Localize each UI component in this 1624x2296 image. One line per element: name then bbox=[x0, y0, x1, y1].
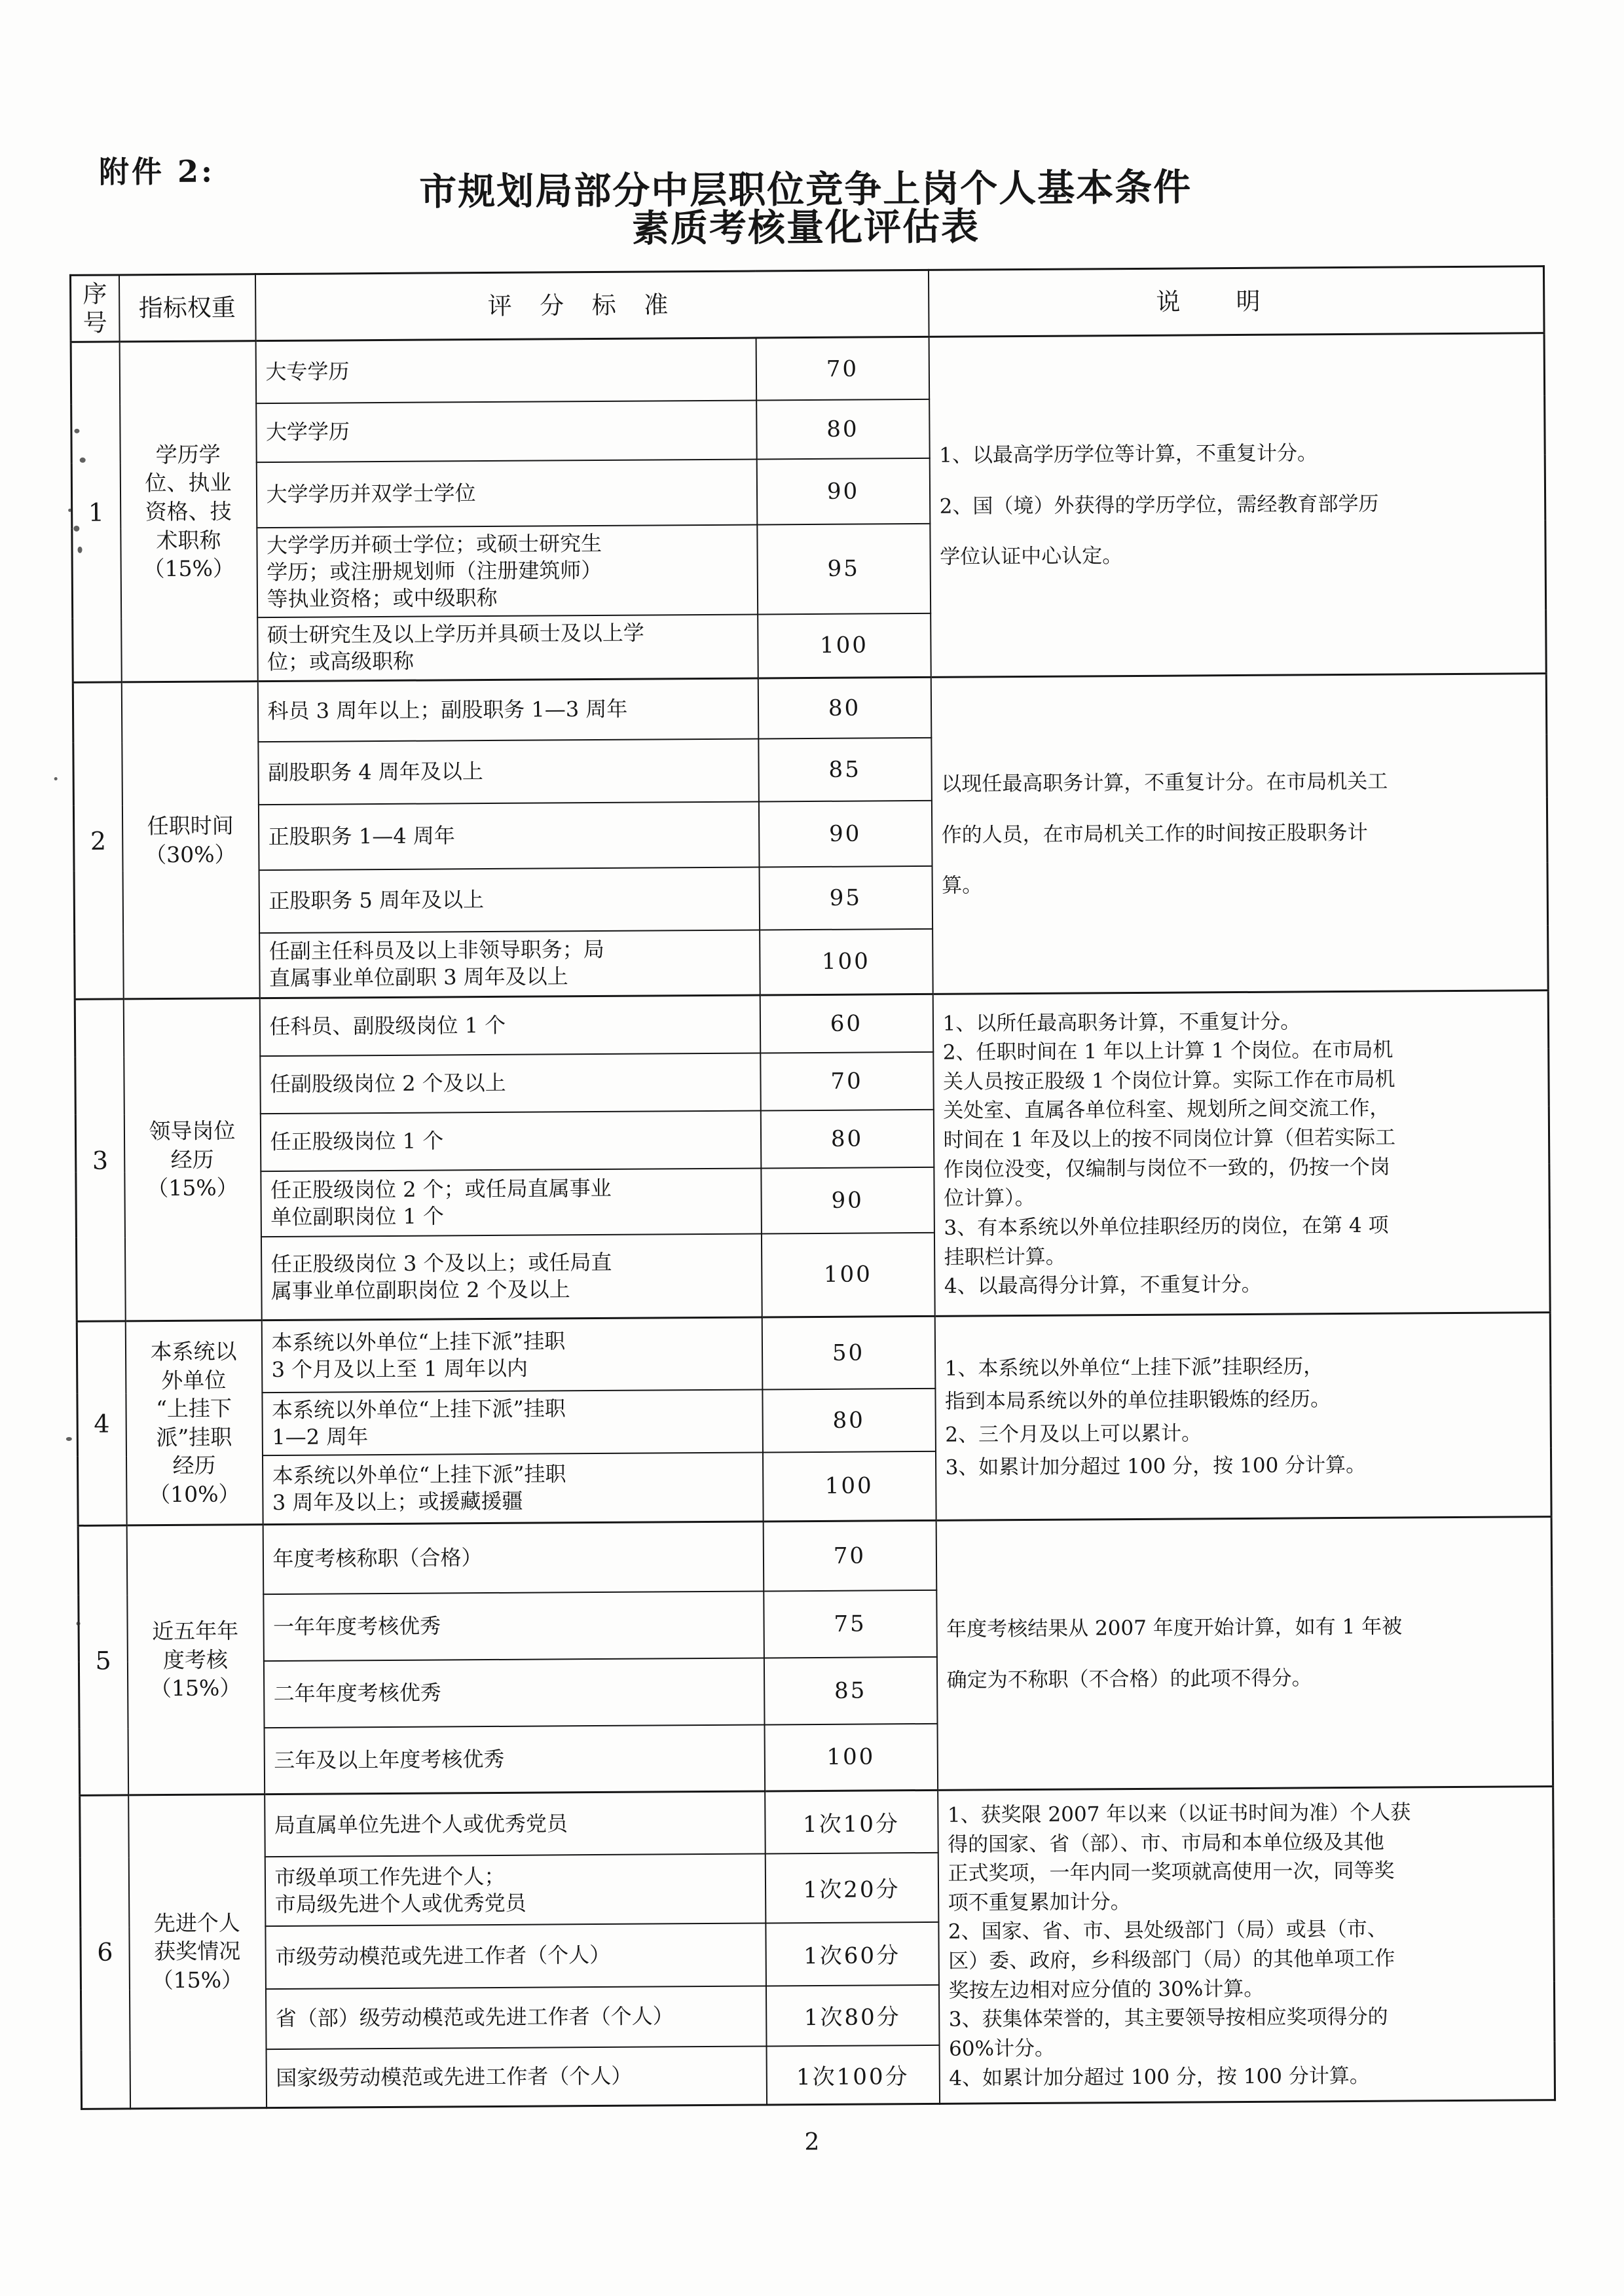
criterion-cell: 二年年度考核优秀 bbox=[263, 1658, 764, 1728]
annex-label: 附件 2: bbox=[98, 153, 215, 190]
note-cell: 1、以所任最高职务计算，不重复计分。 2、任职时间在 1 年以上计算 1 个岗位。在市局机 关人员按正股级 1 个岗位计算。实际工作在市局机 关处室、直属各单位科室、规划所之间交流工作， 时间在 1 年及以上的按不同岗位计算（但若实际工 作岗位没变，仅编制与岗位不一致的，仍按一个岗 位计算）。 3、有本系统以外单位挂职经历的岗位，在第 4 项 挂职栏计算。 4、以最高得分计算，不重复计分。 bbox=[932, 991, 1550, 1317]
criterion-cell: 大专学历 bbox=[255, 338, 756, 403]
score-cell: 90 bbox=[758, 801, 932, 867]
criterion-cell: 一年年度考核优秀 bbox=[263, 1591, 764, 1661]
score-cell: 100 bbox=[762, 1451, 936, 1522]
note-cell: 年度考核结果从 2007 年度开始计算，如有 1 年被 确定为不称职（不合格）的此项不得分。 bbox=[936, 1517, 1553, 1791]
doc-title-line2: 素质考核量化评估表 bbox=[631, 204, 980, 251]
criterion-cell: 本系统以外单位“上挂下派”挂职 3 周年及以上；或援藏援疆 bbox=[262, 1452, 763, 1525]
scan-speck bbox=[78, 547, 83, 553]
table-header-row bbox=[70, 266, 1544, 342]
scan-speck bbox=[80, 458, 86, 463]
seq-cell: 1 bbox=[71, 342, 121, 682]
criterion-cell: 国家级劳动模范或先进工作者（个人） bbox=[266, 2046, 767, 2108]
score-cell: 80 bbox=[762, 1389, 936, 1453]
criterion-cell: 市级劳动模范或先进工作者（个人） bbox=[265, 1923, 766, 1989]
score-cell: 60 bbox=[760, 994, 933, 1053]
score-cell: 1次80分 bbox=[766, 1984, 939, 2046]
page-number: 2 bbox=[804, 2129, 820, 2156]
score-cell: 100 bbox=[760, 929, 933, 996]
note-cell: 以现任最高职务计算，不重复计分。在市局机关工 作的人员，在市局机关工作的时间按正股职务计 算。 bbox=[931, 674, 1548, 994]
score-cell: 80 bbox=[756, 399, 930, 460]
score-cell: 70 bbox=[763, 1520, 936, 1591]
scan-speck bbox=[77, 1622, 81, 1626]
criterion-cell: 三年及以上年度考核优秀 bbox=[264, 1724, 765, 1795]
score-cell: 1次20分 bbox=[765, 1852, 938, 1923]
criterion-cell: 大学学历并硕士学位；或硕士研究生 学历；或注册规划师（注册建筑师） 等执业资格；或中级职称 bbox=[257, 524, 758, 617]
score-cell: 85 bbox=[764, 1656, 937, 1724]
seq-cell: 5 bbox=[78, 1525, 128, 1795]
table-row bbox=[75, 991, 1549, 1057]
seq-cell: 2 bbox=[73, 682, 123, 999]
weight-cell: 近五年年 度考核 （15%） bbox=[126, 1525, 265, 1795]
criterion-cell: 年度考核称职（合格） bbox=[263, 1522, 764, 1594]
score-cell: 80 bbox=[758, 678, 931, 739]
criterion-cell: 局直属单位先进个人或优秀党员 bbox=[265, 1791, 766, 1857]
weight-cell: 学历学 位、执业 资格、技 术职称 （15%） bbox=[119, 341, 257, 682]
criterion-cell: 任副主任科员及以上非领导职务；局 直属事业单位副职 3 周年及以上 bbox=[259, 930, 760, 998]
header-seq: 序号 bbox=[70, 275, 119, 342]
score-cell: 85 bbox=[758, 738, 932, 802]
score-cell: 80 bbox=[760, 1110, 934, 1169]
scan-speck bbox=[66, 1437, 72, 1441]
table-row bbox=[78, 1517, 1552, 1595]
table-row bbox=[71, 333, 1545, 405]
criterion-cell: 大学学历并双学士学位 bbox=[256, 459, 757, 528]
criterion-cell: 本系统以外单位“上挂下派”挂职 3 个月及以上至 1 周年以内 bbox=[261, 1317, 762, 1393]
scan-speck bbox=[54, 777, 58, 780]
criterion-cell: 副股职务 4 周年及以上 bbox=[258, 738, 759, 805]
criterion-cell: 科员 3 周年以上；副股职务 1—3 周年 bbox=[257, 678, 758, 742]
score-cell: 90 bbox=[761, 1167, 934, 1234]
seq-cell: 3 bbox=[75, 999, 125, 1321]
criterion-cell: 硕士研究生及以上学历并具硕士及以上学 位；或高级职称 bbox=[257, 614, 758, 682]
weight-cell: 先进个人 获奖情况 （15%） bbox=[128, 1795, 267, 2109]
note-cell: 1、以最高学历学位等计算，不重复计分。 2、国（境）外获得的学历学位，需经教育部学历 学位认证中心认定。 bbox=[929, 333, 1546, 678]
score-cell: 100 bbox=[764, 1723, 938, 1791]
scan-speck bbox=[74, 429, 79, 433]
header-criteria: 评分标准 bbox=[255, 270, 929, 341]
criterion-cell: 大学学历 bbox=[256, 400, 757, 462]
criterion-cell: 正股职务 5 周年及以上 bbox=[259, 867, 760, 933]
score-cell: 95 bbox=[759, 866, 932, 930]
scan-speck bbox=[73, 526, 79, 532]
criterion-cell: 任正股级岗位 1 个 bbox=[260, 1110, 761, 1171]
criterion-cell: 本系统以外单位“上挂下派”挂职 1—2 周年 bbox=[262, 1389, 763, 1455]
doc-title-line1: 市规划局部分中层职位竞争上岗个人基本条件 bbox=[419, 165, 1192, 214]
seq-cell: 4 bbox=[77, 1321, 126, 1525]
header-weight: 指标权重 bbox=[119, 274, 255, 342]
weight-cell: 任职时间 （30%） bbox=[121, 682, 259, 999]
score-cell: 50 bbox=[762, 1317, 935, 1390]
evaluation-table bbox=[69, 265, 1556, 2110]
note-cell: 1、获奖限 2007 年以来（以证书时间为准）个人获 得的国家、省（部）、市、市局和本单位级及其他 正式奖项，一年内同一奖项就高使用一次，同等奖 项不重复累加计分。 2、国家、省、市、县处级部门（局）或县（市、 区）委、政府，乡科级部门（局）的其他单项工作 奖按左边相对应分值的 30%计算。 3、获集体荣誉的，其主要领导按相应奖项得分的 60%计分。 4、如累计加分超过 100 分，按 100 分计算。 bbox=[938, 1787, 1555, 2104]
table-row bbox=[77, 1313, 1551, 1394]
score-cell: 100 bbox=[758, 613, 931, 679]
score-cell: 75 bbox=[764, 1590, 937, 1658]
page-title bbox=[69, 164, 1543, 253]
criterion-cell: 省（部）级劳动模范或先进工作者（个人） bbox=[265, 1986, 766, 2049]
score-cell: 90 bbox=[756, 458, 930, 525]
score-cell: 1次10分 bbox=[765, 1790, 938, 1853]
criterion-cell: 任正股级岗位 3 个及以上；或任局直 属事业单位副职岗位 2 个及以上 bbox=[261, 1233, 762, 1321]
score-cell: 100 bbox=[761, 1233, 934, 1318]
note-cell: 1、本系统以外单位“上挂下派”挂职经历， 指到本局系统以外的单位挂职锻炼的经历。 2、三个月及以上可以累计。 3、如累计加分超过 100 分，按 100 分计算。 bbox=[934, 1313, 1551, 1521]
score-cell: 70 bbox=[760, 1052, 934, 1111]
score-cell: 95 bbox=[757, 524, 931, 614]
score-cell: 70 bbox=[756, 337, 929, 401]
criterion-cell: 正股职务 1—4 周年 bbox=[258, 801, 759, 870]
score-cell: 1次100分 bbox=[766, 2045, 940, 2105]
weight-cell: 领导岗位 经历 （15%） bbox=[123, 998, 261, 1321]
criterion-cell: 任科员、副股级岗位 1 个 bbox=[259, 995, 760, 1056]
weight-cell: 本系统以 外单位 “上挂下 派”挂职 经历 （10%） bbox=[125, 1321, 263, 1525]
criterion-cell: 市级单项工作先进个人； 市局级先进个人或优秀党员 bbox=[265, 1853, 766, 1926]
table-row bbox=[73, 674, 1547, 743]
score-cell: 1次60分 bbox=[766, 1922, 939, 1986]
criterion-cell: 任正股级岗位 2 个；或任局直属事业 单位副职岗位 1 个 bbox=[261, 1168, 762, 1237]
criterion-cell: 任副股级岗位 2 个及以上 bbox=[260, 1053, 761, 1114]
header-note: 说明 bbox=[928, 266, 1544, 337]
table-row bbox=[80, 1787, 1554, 1858]
seq-cell: 6 bbox=[80, 1795, 130, 2109]
scan-speck bbox=[68, 509, 71, 512]
